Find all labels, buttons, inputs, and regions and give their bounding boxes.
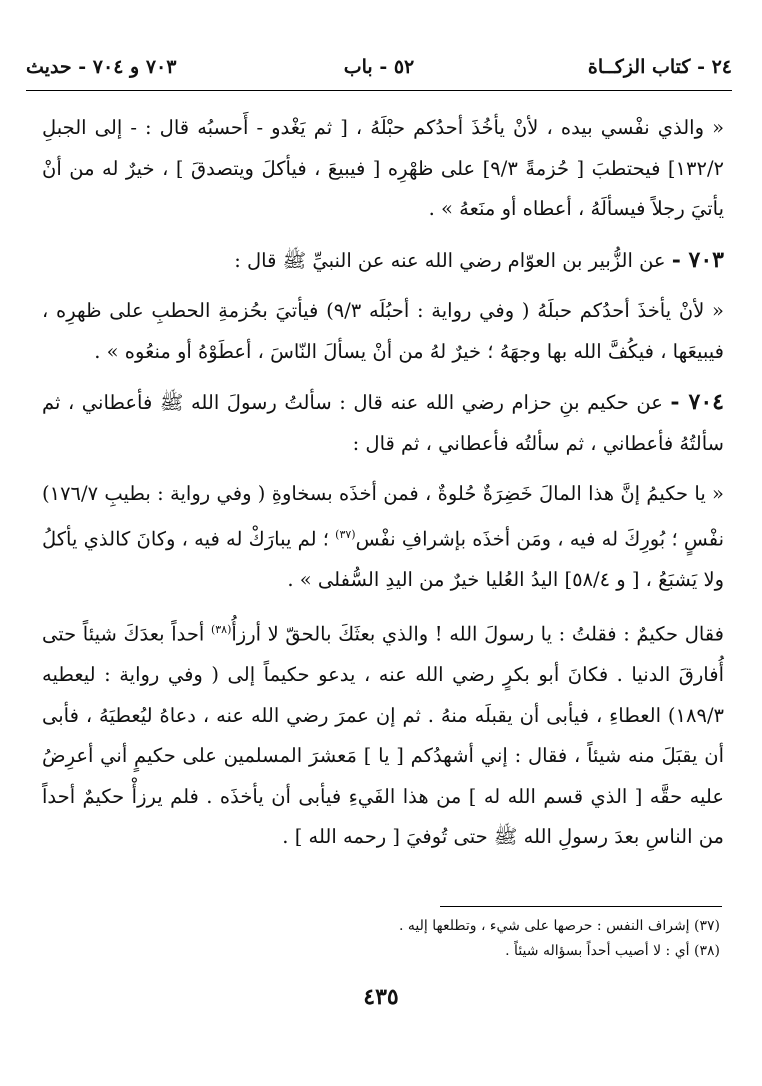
paragraph-1 xyxy=(42,108,724,230)
hadith-703-text xyxy=(42,291,724,372)
paragraph-1-text: « والذي نفْسي بيده ، لأنْ يأخُذَ أحدُكم حبْلَهُ ، [ ثم يَغْدو - أَحسبُه قال : - إلى الجبلِ ١٣٢/٢] فيحتطبَ [ حُزمةً ٩/٣] على ظهْرِه [ فيبيعَ ، فيأكلَ ويتصدقَ ] ، خيرٌ له من أنْ يأتيَ رجلاً فيسألَهُ ، أعطاه أو منَعهُ » . xyxy=(42,116,725,220)
header-section: ٥٢ - باب xyxy=(343,56,415,78)
hadith-704-cont-b: أحداً بعدَكَ شيئاً حتى أُفارقَ الدنيا . فكانَ أبو بكرٍ رضي الله عنه ، يدعو حكيماً إلى ( وفي رواية : ليعطيه ١٨٩/٣) العطاءِ ، فيأبى أن يقبلَه منهُ . ثم إن عمرَ رضي الله عنه ، دعاهُ ليُعطيَهُ ، فأبى أن يقبَلَ منه شيئاً ، فقال : إني أشهدُكم [ يا ] مَعشرَ المسلمين على حكيمٍ أني أعرِضُ عليه حقَّه [ الذي قسم الله له ] من هذا الفَيءِ فيأبى أن يأخذَه . فلم يرزأْ حكيمٌ أحداً من الناسِ بعدَ رسولِ الله ﷺ حتى تُوفيَ [ رحمه الله ] . xyxy=(42,622,724,848)
footnote-ref-37[interactable]: (٣٧) xyxy=(335,527,356,541)
hadith-704-text xyxy=(42,474,724,600)
hadith-number-704: ٧٠٤ - xyxy=(670,389,724,415)
footnote-divider xyxy=(440,906,722,907)
hadith-704-body-a: « يا حكيمُ إنَّ هذا المالَ خَضِرَةٌ حُلوةٌ ، فمن أخذَه بسخاوةِ ( وفي رواية : بطيبِ ١٧٦/٧) نفْسٍ ؛ بُورِكَ له فيه ، ومَن أخذَه بإشرافِ نفْس xyxy=(42,482,725,550)
hadith-704-intro xyxy=(42,382,724,464)
header-divider xyxy=(26,90,732,91)
header-hadith-range: ٧٠٣ و ٧٠٤ - حديث xyxy=(26,56,177,78)
hadith-number-703: ٧٠٣ - xyxy=(671,246,724,273)
footnote-ref-38[interactable]: (٣٨) xyxy=(210,623,232,636)
hadith-703-intro xyxy=(42,240,724,282)
header-chapter: ٢٤ - كتاب الزكــاة xyxy=(587,56,732,78)
hadith-703-chain: عن الزُّبير بن العوّام رضي الله عنه عن النبيِّ ﷺ قال : xyxy=(234,248,666,272)
running-header xyxy=(26,52,732,88)
hadith-704-chain: عن حكيم بنِ حزام رضي الله عنه قال : سألتُ رسولَ الله ﷺ فأعطاني ، ثم سألتُهُ فأعطاني ، ثم سألتُه فأعطاني ، ثم قال : xyxy=(42,391,724,455)
hadith-703-body: « لأنْ يأخذَ أحدُكم حبلَهُ ( وفي رواية : أحبُلَه ٩/٣) فيأتيَ بحُزمةِ الحطبِ على ظهرِه ، فيبيعَها ، فيكُفَّ الله بها وجهَهُ ؛ خيرٌ لهُ من أنْ يسألَ النّاسَ ، أعطَوْهُ أو منعُوه » . xyxy=(42,299,724,363)
footnote-38: (٣٨) أي : لا أصيب أحداً بسؤاله شيئاً . xyxy=(505,943,720,959)
page-number: ٤٣٥ xyxy=(363,984,399,1010)
page-body xyxy=(42,108,724,868)
hadith-704-cont-a: فقال حكيمٌ : فقلتُ : يا رسولَ الله ! والذي بعثَكَ بالحقّ لا أرزأُ xyxy=(231,622,724,646)
hadith-704-body-b: ؛ لم يبارَكْ له فيه ، وكانَ كالذي يأكلُ ولا يَشبَعُ ، [ و ٥٨/٤] اليدُ العُليا خيرٌ من اليدِ السُّفلى » . xyxy=(42,527,724,591)
hadith-704-continuation xyxy=(42,610,724,858)
footnotes xyxy=(42,914,720,964)
footnote-37: (٣٧) إشراف النفس : حرصها على شيء ، وتطلعها إليه . xyxy=(399,918,720,934)
